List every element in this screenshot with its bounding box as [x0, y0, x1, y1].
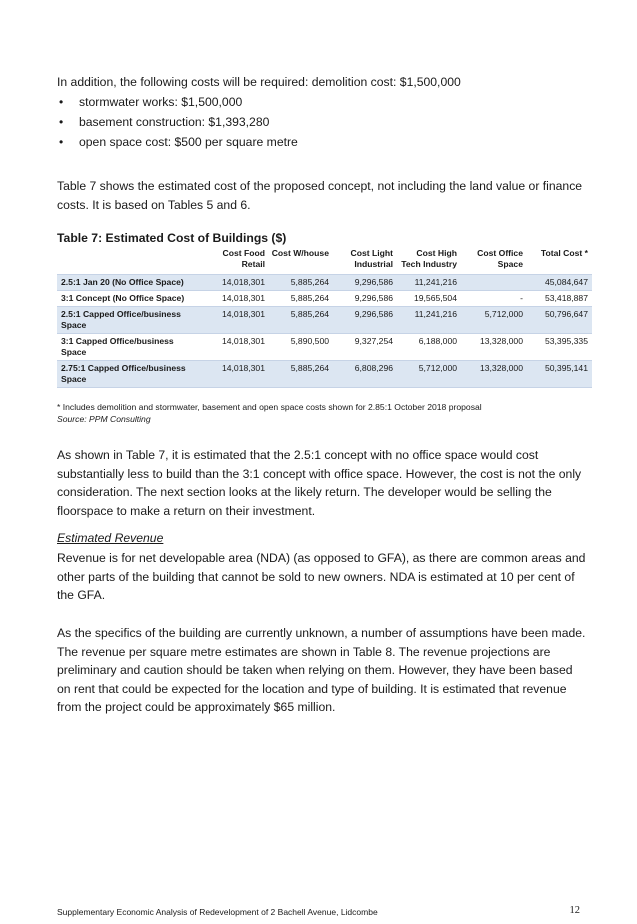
table-cell: 13,328,000 — [461, 361, 527, 388]
table-cell: 5,885,264 — [269, 361, 333, 388]
table-cell: 50,796,647 — [527, 307, 592, 334]
table-row — [57, 291, 592, 307]
table-source: Source: PPM Consulting — [57, 414, 151, 424]
revenue-paragraph: Revenue is for net developable area (NDA) (as opposed to GFA), as there are common areas and other parts of the building that cannot be sold to new owners. NDA is estimated at 10 per cent of the GFA. — [57, 551, 586, 602]
table-cell: 14,018,301 — [205, 307, 269, 334]
table-cell — [461, 275, 527, 291]
bullet-item: • basement construction: $1,393,280 — [57, 112, 298, 132]
table-cell: 5,890,500 — [290, 336, 329, 346]
header-cell: Cost Light Industrial — [350, 248, 393, 269]
bullet-item: • open space cost: $500 per square metre — [57, 132, 298, 152]
table-intro-paragraph: Table 7 shows the estimated cost of the proposed concept, not including the land value or finance costs. It is based on Tables 5 and 6. — [57, 179, 583, 212]
table-cell: 50,395,141 — [527, 361, 592, 388]
section-subheading: Estimated Revenue — [57, 531, 164, 545]
table-cell: 9,296,586 — [333, 275, 397, 291]
table-row — [57, 275, 592, 291]
table-title: Table 7: Estimated Cost of Buildings ($) — [57, 231, 287, 245]
cost-bullet-list — [57, 92, 298, 152]
table-cell: 5,712,000 — [397, 361, 461, 388]
header-cell: Cost High Tech Industry — [401, 248, 457, 269]
row-label: 2.5:1 Jan 20 (No Office Space) — [57, 275, 205, 291]
comparison-paragraph: As shown in Table 7, it is estimated that the 2.5:1 concept with no office space would cost substantially less to build than the 3:1 concept with office space. However, the cost is not the only consideration. The next section looks at the likely return. The developer would be selling the floorspace to make a return on their investment. — [57, 448, 582, 518]
table-cell: 9,296,586 — [333, 307, 397, 334]
table-cell: 11,241,216 — [397, 307, 461, 334]
footer-title: Supplementary Economic Analysis of Redevelopment of 2 Bachell Avenue, Lidcombe — [57, 907, 378, 917]
table-cell: 9,296,586 — [354, 293, 393, 303]
table-row — [57, 361, 592, 388]
cost-table — [57, 246, 592, 388]
table-cell: 14,018,301 — [205, 361, 269, 388]
table-cell: 19,565,504 — [413, 293, 457, 303]
table-cell: 6,808,296 — [333, 361, 397, 388]
table-cell: 5,885,264 — [269, 275, 333, 291]
header-cell — [57, 246, 205, 275]
header-cell: Cost W/house — [271, 248, 329, 258]
table-row — [57, 307, 592, 334]
table-cell: 14,018,301 — [221, 336, 265, 346]
table-cell: 11,241,216 — [397, 275, 461, 291]
table-footnote: * Includes demolition and stormwater, basement and open space costs shown for 2.85:1 October 2018 proposal — [57, 402, 482, 412]
table-cell: 53,418,887 — [544, 293, 588, 303]
table-cell: 14,018,301 — [221, 293, 265, 303]
row-label: 2.75:1 Capped Office/business Space — [57, 361, 205, 388]
table-cell: 13,328,000 — [479, 336, 523, 346]
header-cell: Cost Office Space — [477, 248, 523, 269]
header-cell: Total Cost * — [540, 248, 588, 258]
header-cell: Cost Food Retail — [222, 248, 265, 269]
bullet-item: • stormwater works: $1,500,000 — [57, 92, 298, 112]
intro-paragraph: In addition, the following costs will be required: demolition cost: $1,500,000 — [57, 75, 461, 89]
row-label: 3:1 Capped Office/business Space — [61, 336, 174, 357]
assumptions-paragraph: As the specifics of the building are currently unknown, a number of assumptions have been made. The revenue per square metre estimates are shown in Table 8. The revenue projections are preliminary and caution should be taken when relying on them. However, they have been based on rent that could be expected for the location and type of building. It is estimated that revenue from the project could be approximately $65 million. — [57, 626, 586, 714]
table-cell: - — [520, 293, 523, 303]
row-label: 3:1 Concept (No Office Space) — [61, 293, 185, 303]
table-header-row — [57, 246, 592, 275]
table-cell: 53,395,335 — [544, 336, 588, 346]
row-label: 2.5:1 Capped Office/business Space — [57, 307, 205, 334]
table-cell: 5,885,264 — [290, 293, 329, 303]
table-cell: 14,018,301 — [205, 275, 269, 291]
table-cell: 6,188,000 — [418, 336, 457, 346]
table-cell: 45,084,647 — [527, 275, 592, 291]
table-cell: 9,327,254 — [354, 336, 393, 346]
page-number: 12 — [569, 905, 580, 916]
table-row — [57, 334, 592, 361]
table-cell: 5,712,000 — [461, 307, 527, 334]
table-cell: 5,885,264 — [269, 307, 333, 334]
